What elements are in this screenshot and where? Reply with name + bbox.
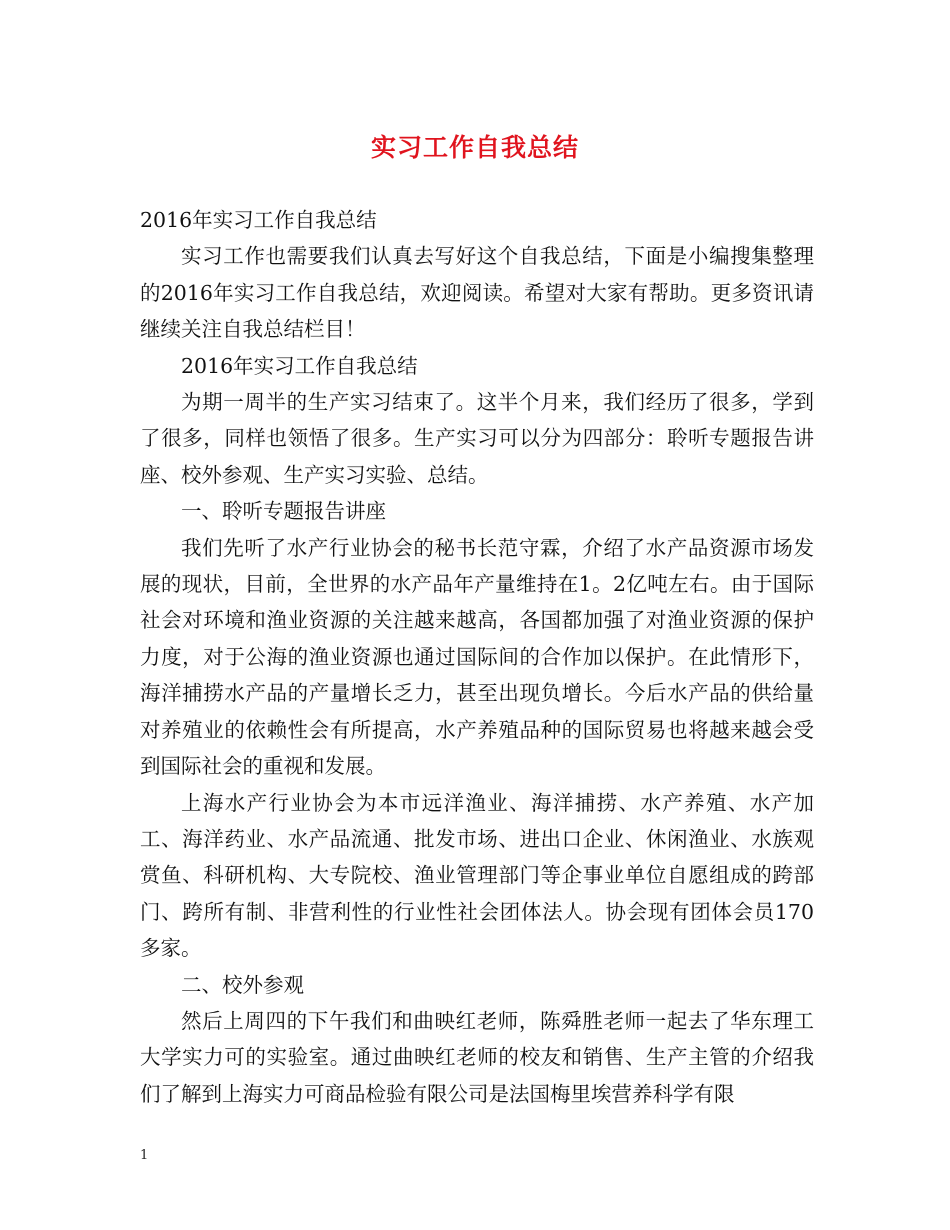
document-body	[140, 202, 814, 1112]
body-paragraph: 2016年实习工作自我总结	[140, 208, 377, 232]
section-heading: 一、聆听专题报告讲座	[181, 499, 386, 524]
document-title: 实习工作自我总结	[370, 133, 579, 162]
body-paragraph: 我们先听了水产行业协会的秘书长范守霖，介绍了水产品资源市场发展的现状，目前，全世界的水产品年产量维持在1。2亿吨左右。由于国际社会对环境和渔业资源的关注越来越高，各国都加强了对渔业资源的保护力度，对于公海的渔业资源也通过国际间的合作加以保护。在此情形下，海洋捕捞水产品的产量增长乏力，甚至出现负增长。今后水产品的供给量对养殖业的依赖性会有所提高，水产养殖品种的国际贸易也将越来越会受到国际社会的重视和发展。	[140, 535, 814, 779]
body-paragraph: 为期一周半的生产实习结束了。这半个月来，我们经历了很多，学到了很多，同样也领悟了很多。生产实习可以分为四部分：聆听专题报告讲座、校外参观、生产实习实验、总结。	[140, 390, 814, 487]
body-paragraph: 然后上周四的下午我们和曲映红老师，陈舜胜老师一起去了华东理工大学实力可的实验室。通过曲映红老师的校友和销售、生产主管的介绍我们了解到上海实力可商品检验有限公司是法国梅里埃营养科学有限	[140, 1008, 814, 1106]
body-paragraph: 实习工作也需要我们认真去写好这个自我总结，下面是小编搜集整理的2016年实习工作自我总结，欢迎阅读。希望对大家有帮助。更多资讯请继续关注自我总结栏目！	[140, 244, 814, 342]
page-number: 1	[140, 1148, 149, 1163]
section-heading: 二、校外参观	[181, 972, 304, 997]
body-paragraph: 上海水产行业协会为本市远洋渔业、海洋捕捞、水产养殖、水产加工、海洋药业、水产品流通、批发市场、进出口企业、休闲渔业、水族观赏鱼、科研机构、大专院校、渔业管理部门等企事业单位自愿组成的跨部门、跨所有制、非营利性的行业性社会团体法人。协会现有团体会员170多家。	[140, 790, 814, 961]
body-paragraph: 2016年实习工作自我总结	[181, 353, 418, 378]
